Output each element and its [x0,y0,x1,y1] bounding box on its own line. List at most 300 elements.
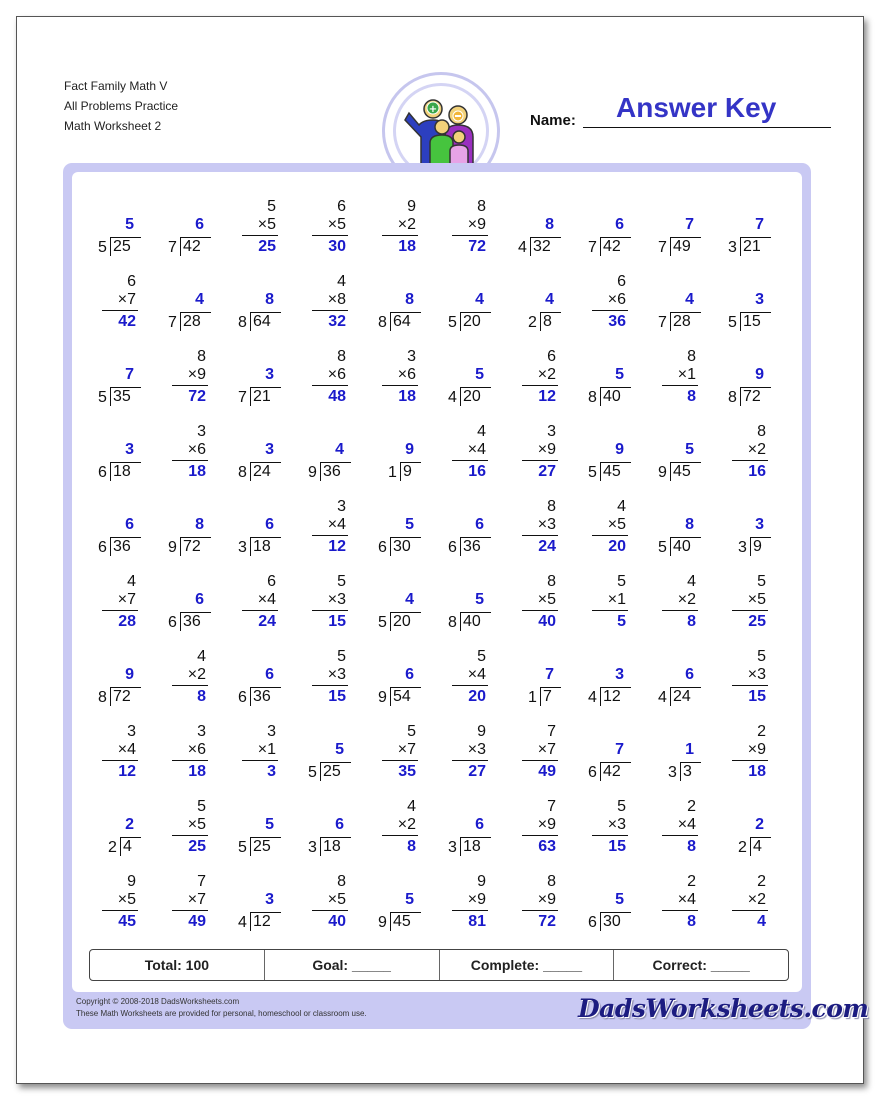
product-line [662,385,698,386]
problem-cell [574,571,634,639]
problem-cell [364,271,424,339]
dividend: 30 [600,912,631,931]
problem-cell [364,496,424,564]
problem-cell [434,871,494,939]
quotient-answer: 3 [265,891,274,908]
product-line [242,610,278,611]
dividend: 25 [320,762,351,781]
dividend: 20 [460,387,491,406]
product-line [452,760,488,761]
complete-field[interactable]: Complete: _____ [439,950,614,980]
multiplier: ×7 [117,591,136,608]
dividend: 21 [740,237,771,256]
dividend: 45 [670,462,701,481]
product-answer: 12 [118,763,136,780]
multiplicand: 8 [197,348,206,365]
product-line [522,385,558,386]
product-answer: 18 [188,763,206,780]
product-answer: 12 [538,388,556,405]
multiplier: ×9 [537,891,556,908]
problem-cell [644,346,704,414]
quotient-answer: 5 [335,741,344,758]
product-answer: 15 [328,613,346,630]
dividend: 28 [670,312,701,331]
dividend: 4 [750,837,771,856]
problem-cell [154,721,214,789]
product-answer: 81 [468,913,486,930]
multiplicand: 3 [547,423,556,440]
problem-cell [714,646,774,714]
multiplicand: 8 [337,348,346,365]
divisor: 2 [528,314,537,331]
divisor: 7 [168,239,177,256]
divisor: 6 [448,539,457,556]
product-line [452,460,488,461]
divisor: 1 [388,464,397,481]
problem-cell [364,421,424,489]
multiplicand: 3 [127,723,136,740]
quotient-answer: 6 [195,591,204,608]
multiplicand: 2 [757,723,766,740]
quotient-answer: 9 [125,666,134,683]
divisor: 2 [108,839,117,856]
problem-cell [294,571,354,639]
multiplier: ×6 [187,741,206,758]
problem-cell [434,721,494,789]
multiplicand: 5 [407,723,416,740]
problem-cell [294,796,354,864]
quotient-answer: 5 [265,816,274,833]
problem-cell [434,271,494,339]
quotient-answer: 6 [405,666,414,683]
problem-cell [224,571,284,639]
dividend: 64 [250,312,281,331]
divisor: 7 [658,314,667,331]
dividend: 18 [250,537,281,556]
multiplier: ×9 [537,816,556,833]
product-line [662,910,698,911]
problem-cell [574,271,634,339]
quotient-answer: 6 [685,666,694,683]
divisor: 4 [518,239,527,256]
problem-cell [434,496,494,564]
divisor: 4 [588,689,597,706]
problem-cell [644,871,704,939]
problem-cell [154,871,214,939]
product-line [662,610,698,611]
multiplier: ×9 [187,366,206,383]
problem-cell [154,571,214,639]
dividend: 12 [250,912,281,931]
quotient-answer: 5 [615,366,624,383]
quotient-answer: 6 [125,516,134,533]
dividend: 24 [670,687,701,706]
product-line [662,835,698,836]
product-line [522,460,558,461]
quotient-answer: 5 [475,366,484,383]
multiplier: ×3 [467,741,486,758]
product-line [732,460,768,461]
multiplier: ×6 [187,441,206,458]
multiplier: ×2 [187,666,206,683]
problem-cell [294,646,354,714]
divisor: 5 [98,239,107,256]
dividend: 21 [250,387,281,406]
problem-cell [644,796,704,864]
problem-cell [224,496,284,564]
quotient-answer: 7 [125,366,134,383]
problem-cell [574,421,634,489]
multiplier: ×2 [537,366,556,383]
quotient-answer: 6 [265,666,274,683]
quotient-answer: 4 [195,291,204,308]
product-line [452,235,488,236]
problem-cell [84,871,144,939]
problem-cell [364,346,424,414]
quotient-answer: 8 [265,291,274,308]
svg-text:+: + [428,104,438,115]
quotient-answer: 2 [755,816,764,833]
quotient-answer: 5 [475,591,484,608]
product-answer: 25 [258,238,276,255]
product-line [382,760,418,761]
product-answer: 18 [188,463,206,480]
divisor: 8 [238,314,247,331]
divisor: 5 [658,539,667,556]
dividend: 49 [670,237,701,256]
product-answer: 36 [608,313,626,330]
problem-cell [224,796,284,864]
problem-cell [644,571,704,639]
brand-logo[interactable]: DadsWorksheets.com [578,994,869,1023]
problem-cell [644,196,704,264]
problem-cell [154,421,214,489]
problem-cell [714,346,774,414]
problem-cell [84,346,144,414]
product-answer: 28 [118,613,136,630]
product-answer: 48 [328,388,346,405]
product-line [172,385,208,386]
multiplier: ×8 [327,291,346,308]
quotient-answer: 3 [755,291,764,308]
product-line [172,460,208,461]
product-line [312,610,348,611]
answer-key-label: Answer Key [616,92,777,123]
product-answer: 30 [328,238,346,255]
multiplier: ×4 [467,441,486,458]
problem-cell [504,871,564,939]
dividend: 54 [390,687,421,706]
problem-cell [504,721,564,789]
problem-cell [574,871,634,939]
multiplicand: 8 [687,348,696,365]
product-line [312,385,348,386]
problem-cell [294,271,354,339]
problem-cell [504,196,564,264]
divisor: 9 [378,689,387,706]
multiplicand: 8 [477,198,486,215]
dividend: 72 [180,537,211,556]
dividend: 72 [740,387,771,406]
multiplicand: 9 [127,873,136,890]
problem-cell [714,421,774,489]
multiplier: ×4 [677,816,696,833]
problem-cell [224,421,284,489]
divisor: 7 [238,389,247,406]
dividend: 45 [600,462,631,481]
product-answer: 27 [538,463,556,480]
problem-cell [84,796,144,864]
problem-cell [364,871,424,939]
product-answer: 16 [748,463,766,480]
divisor: 6 [168,614,177,631]
product-answer: 40 [328,913,346,930]
multiplier: ×4 [467,666,486,683]
dividend: 64 [390,312,421,331]
problem-cell [644,496,704,564]
problem-cell [84,196,144,264]
multiplicand: 3 [197,423,206,440]
dividend: 18 [460,837,491,856]
problem-cell [434,571,494,639]
quotient-answer: 5 [405,516,414,533]
multiplier: ×4 [677,891,696,908]
quotient-answer: 6 [475,816,484,833]
multiplier: ×4 [117,741,136,758]
problem-cell [434,421,494,489]
product-answer: 4 [757,913,766,930]
copyright-notice [76,996,367,1020]
problem-cell [644,421,704,489]
dividend: 24 [250,462,281,481]
divisor: 9 [308,464,317,481]
divisor: 6 [588,914,597,931]
problem-cell [574,796,634,864]
divisor: 8 [588,389,597,406]
quotient-answer: 7 [545,666,554,683]
divisor: 5 [238,839,247,856]
divisor: 1 [528,689,537,706]
multiplicand: 4 [337,273,346,290]
product-answer: 15 [608,838,626,855]
problem-cell [154,496,214,564]
divisor: 3 [728,239,737,256]
problem-cell [154,346,214,414]
problem-cell [504,496,564,564]
quotient-answer: 9 [755,366,764,383]
multiplier: ×1 [607,591,626,608]
divisor: 3 [238,539,247,556]
problem-cell [714,196,774,264]
dividend: 3 [680,762,701,781]
multiplicand: 3 [407,348,416,365]
dividend: 9 [400,462,421,481]
dividend: 8 [540,312,561,331]
name-label: Name: [530,112,576,129]
product-answer: 20 [608,538,626,555]
dividend: 30 [390,537,421,556]
multiplier: ×7 [117,291,136,308]
problem-cell [504,421,564,489]
problem-cell [294,346,354,414]
multiplier: ×7 [397,741,416,758]
divisor: 6 [98,539,107,556]
multiplier: ×3 [607,816,626,833]
product-line [732,685,768,686]
problem-cell [574,196,634,264]
divisor: 8 [728,389,737,406]
divisor: 8 [448,614,457,631]
multiplicand: 6 [127,273,136,290]
multiplicand: 4 [617,498,626,515]
divisor: 6 [378,539,387,556]
dividend: 45 [390,912,421,931]
divisor: 5 [448,314,457,331]
total-count: Total: 100 [144,957,210,973]
dividend: 25 [250,837,281,856]
product-answer: 72 [188,388,206,405]
divisor: 8 [98,689,107,706]
product-answer: 8 [687,613,696,630]
multiplicand: 2 [687,873,696,890]
problem-cell [224,721,284,789]
divisor: 9 [378,914,387,931]
multiplicand: 3 [267,723,276,740]
dividend: 72 [110,687,141,706]
multiplicand: 2 [757,873,766,890]
multiplicand: 8 [547,498,556,515]
divisor: 8 [238,464,247,481]
product-line [732,610,768,611]
product-answer: 45 [118,913,136,930]
problem-cell [574,646,634,714]
multiplier: ×1 [257,741,276,758]
product-answer: 24 [538,538,556,555]
problem-cell [434,346,494,414]
problem-cell [84,271,144,339]
quotient-answer: 8 [195,516,204,533]
problem-cell [364,646,424,714]
quotient-answer: 6 [265,516,274,533]
correct-field[interactable]: Correct: _____ [613,950,788,980]
product-answer: 63 [538,838,556,855]
goal-field[interactable]: Goal: _____ [264,950,439,980]
divisor: 5 [728,314,737,331]
multiplier: ×6 [327,366,346,383]
product-line [592,610,628,611]
divisor: 4 [448,389,457,406]
quotient-answer: 6 [335,816,344,833]
multiplier: ×2 [747,891,766,908]
multiplicand: 8 [547,573,556,590]
dividend: 12 [600,687,631,706]
product-answer: 5 [617,613,626,630]
divisor: 8 [378,314,387,331]
problem-cell [434,646,494,714]
multiplier: ×5 [327,216,346,233]
problem-cell [84,496,144,564]
multiplier: ×5 [747,591,766,608]
product-line [172,685,208,686]
problem-cell [154,271,214,339]
dividend: 36 [250,687,281,706]
problem-cell [644,271,704,339]
multiplicand: 7 [547,798,556,815]
divisor: 6 [98,464,107,481]
quotient-answer: 6 [195,216,204,233]
worksheet-title [64,76,178,136]
multiplier: ×5 [187,816,206,833]
problem-cell [154,646,214,714]
multiplier: ×3 [327,666,346,683]
product-line [172,835,208,836]
dividend: 18 [110,462,141,481]
quotient-answer: 8 [545,216,554,233]
quotient-answer: 4 [545,291,554,308]
quotient-answer: 5 [685,441,694,458]
dividend: 20 [390,612,421,631]
multiplier: ×7 [537,741,556,758]
product-line [312,685,348,686]
divisor: 6 [238,689,247,706]
dividend: 18 [320,837,351,856]
problem-cell [224,871,284,939]
divisor: 7 [168,314,177,331]
product-line [592,835,628,836]
quotient-answer: 3 [125,441,134,458]
dividend: 28 [180,312,211,331]
divisor: 5 [588,464,597,481]
product-line [382,385,418,386]
title-line-3: Math Worksheet 2 [64,119,162,133]
score-summary [89,949,789,981]
quotient-answer: 4 [685,291,694,308]
multiplicand: 5 [617,573,626,590]
multiplier: ×9 [537,441,556,458]
divisor: 5 [98,389,107,406]
divisor: 3 [668,764,677,781]
problem-cell [714,871,774,939]
product-answer: 15 [328,688,346,705]
product-answer: 8 [407,838,416,855]
quotient-answer: 3 [265,441,274,458]
product-answer: 15 [748,688,766,705]
quotient-answer: 9 [405,441,414,458]
dividend: 40 [460,612,491,631]
problem-cell [714,721,774,789]
divisor: 9 [658,464,667,481]
divisor: 2 [738,839,747,856]
multiplicand: 4 [687,573,696,590]
quotient-answer: 8 [685,516,694,533]
divisor: 4 [658,689,667,706]
multiplicand: 5 [757,573,766,590]
product-line [312,910,348,911]
usage-notice: These Math Worksheets are provided for personal, homeschool or classroom use. [76,1009,367,1018]
product-line [452,910,488,911]
problem-cell [84,646,144,714]
product-line [172,760,208,761]
problem-cell [574,346,634,414]
problem-cell [294,871,354,939]
name-field-line[interactable] [583,127,831,128]
product-line [522,835,558,836]
problem-cell [574,721,634,789]
multiplicand: 9 [477,723,486,740]
product-answer: 24 [258,613,276,630]
divisor: 9 [168,539,177,556]
multiplier: ×9 [747,741,766,758]
